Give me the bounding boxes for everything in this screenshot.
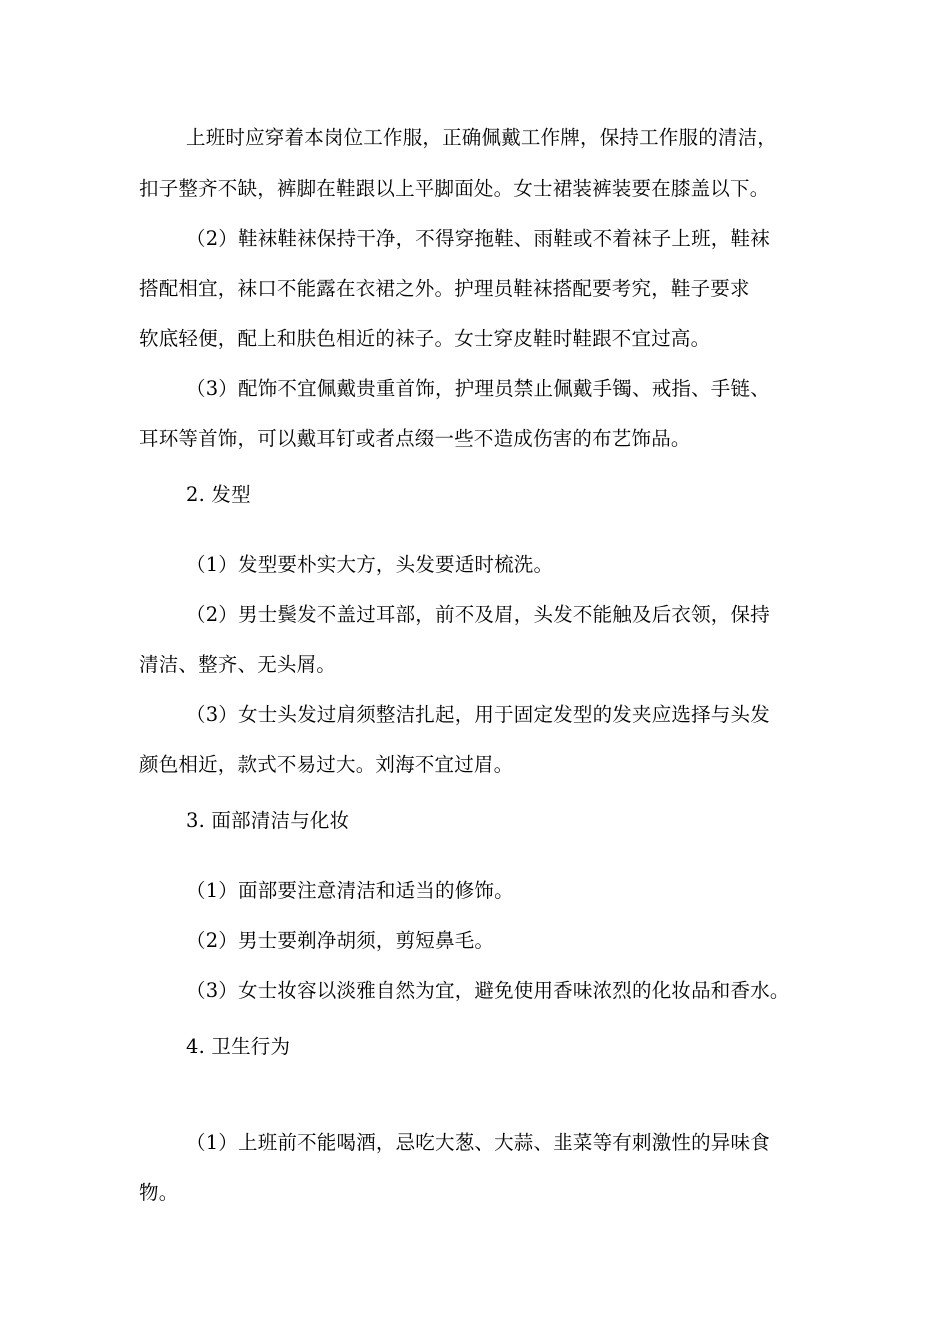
section-heading: 3. 面部清洁与化妆 <box>186 809 350 832</box>
paragraph-line: 颜色相近，款式不易过大。刘海不宜过眉。 <box>139 753 514 776</box>
section-heading: 4. 卫生行为 <box>186 1035 291 1058</box>
paragraph-line: （3）女士头发过肩须整洁扎起，用于固定发型的发夹应选择与头发 <box>186 703 770 726</box>
paragraph-line: 耳环等首饰，可以戴耳钉或者点缀一些不造成伤害的布艺饰品。 <box>139 427 691 450</box>
paragraph-line: 搭配相宜，袜口不能露在衣裙之外。护理员鞋袜搭配要考究，鞋子要求 <box>139 277 750 300</box>
paragraph-line: （1）上班前不能喝酒，忌吃大葱、大蒜、韭菜等有刺激性的异味食 <box>186 1131 770 1154</box>
paragraph-line: 物。 <box>139 1181 179 1204</box>
paragraph-line: 清洁、整齐、无头屑。 <box>139 653 337 676</box>
paragraph-line: （2）男士要剃净胡须，剪短鼻毛。 <box>186 929 495 952</box>
paragraph-line: （3）女士妆容以淡雅自然为宜，避免使用香味浓烈的化妆品和香水。 <box>186 979 790 1002</box>
paragraph-line: （1）面部要注意清洁和适当的修饰。 <box>186 879 514 902</box>
paragraph-line: （1）发型要朴实大方，头发要适时梳洗。 <box>186 553 554 576</box>
paragraph-line: （2）男士鬓发不盖过耳部，前不及眉，头发不能触及后衣领，保持 <box>186 603 770 626</box>
section-heading: 2. 发型 <box>186 483 251 506</box>
paragraph-line: 上班时应穿着本岗位工作服，正确佩戴工作牌，保持工作服的清洁， <box>186 126 778 149</box>
paragraph-line: （2）鞋袜鞋袜保持干净，不得穿拖鞋、雨鞋或不着袜子上班，鞋袜 <box>186 227 770 250</box>
paragraph-line: 软底轻便，配上和肤色相近的袜子。女士穿皮鞋时鞋跟不宜过高。 <box>139 327 711 350</box>
paragraph-line: （3）配饰不宜佩戴贵重首饰，护理员禁止佩戴手镯、戒指、手链、 <box>186 377 770 400</box>
paragraph-line: 扣子整齐不缺，裤脚在鞋跟以上平脚面处。女士裙装裤装要在膝盖以下。 <box>139 177 770 200</box>
